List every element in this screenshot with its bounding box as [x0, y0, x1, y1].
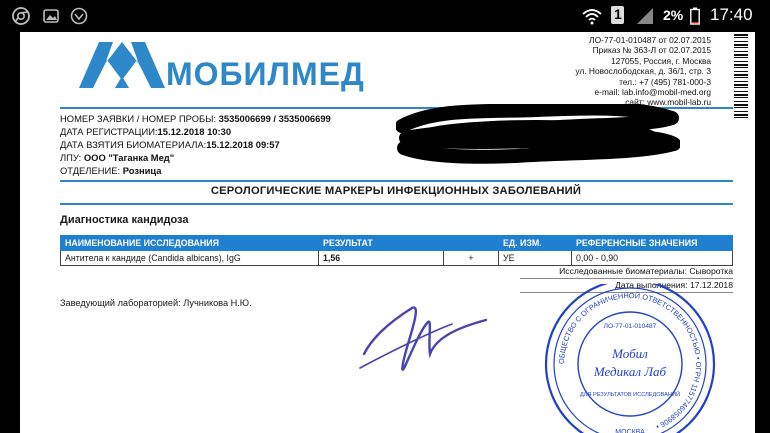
patient-info	[60, 112, 331, 177]
contact-line: сайт: www.mobil-lab.ru	[625, 97, 711, 108]
head-of-lab: Заведующий лабораторией: Лучникова Н.Ю.	[60, 298, 252, 308]
registration-date-value: 15.12.2018 10:30	[157, 126, 232, 137]
registration-date-label: ДАТА РЕГИСТРАЦИИ:	[60, 126, 158, 137]
sample-date-row	[60, 138, 331, 151]
contact-line: e-mail: lab.info@mobil-med.org	[594, 87, 711, 98]
request-number-label: НОМЕР ЗАЯВКИ / НОМЕР ПРОБЫ:	[60, 113, 217, 124]
request-number-row	[60, 112, 331, 125]
report-title: СЕРОЛОГИЧЕСКИЕ МАРКЕРЫ ИНФЕКЦИОННЫХ ЗАБОЛЕВАНИЙ	[210, 185, 582, 197]
lab-report-document[interactable]	[20, 32, 755, 433]
contact-line: ЛО-77-01-010487 от 02.07.2015	[589, 35, 711, 45]
gallery-icon[interactable]	[42, 7, 60, 25]
lab-seal-stamp	[536, 284, 724, 433]
biomaterial-note: Исследованные биоматериалы: Сыворотка	[559, 266, 733, 276]
sample-date-label: ДАТА ВЗЯТИЯ БИОМАТЕРИАЛА:	[60, 139, 207, 150]
contact-line: Приказ № 363-Л от 02.07.2015	[592, 45, 711, 56]
table-row	[61, 251, 733, 266]
sample-date-value: 15.12.2018 09:57	[206, 139, 280, 150]
column-header-result: РЕЗУЛЬТАТ	[319, 236, 444, 251]
lpu-label: ЛПУ:	[60, 152, 82, 163]
sim-indicator	[611, 6, 624, 24]
registration-date-row	[60, 125, 331, 138]
result-value-cell: 1,56	[319, 251, 444, 266]
redaction-scribble	[396, 104, 680, 164]
completion-date: Дата выполнения: 17.12.2018	[615, 280, 733, 290]
contact-line: ул. Новослободская, д. 36/1, стр. 3	[575, 66, 711, 77]
request-number-value: 3535006699 / 3535006699	[218, 113, 331, 124]
table-header-row	[61, 236, 733, 251]
wifi-icon	[582, 7, 602, 25]
result-flag-cell: +	[444, 251, 499, 266]
stamp-ring-text: ОБЩЕСТВО С ОГРАНИЧЕННОЙ ОТВЕТСТВЕННОСТЬЮ • ОГРН 1157746058906 •	[556, 290, 704, 432]
lpu-value: ООО "Таганка Мед"	[83, 152, 175, 163]
barcode	[734, 34, 748, 120]
mobilmed-logo-icon	[77, 36, 167, 92]
contact-line: 127055, Россия, г. Москва	[611, 55, 711, 66]
contact-line: тел.: +7 (495) 781-000-3	[619, 76, 711, 87]
battery-level: 2%	[663, 7, 684, 23]
logo-name: МОБИЛМЕД	[166, 56, 365, 92]
clock: 17:40	[710, 5, 753, 24]
meta-divider	[520, 278, 733, 279]
reference-range-cell: 0,00 - 0,90	[572, 251, 733, 266]
status-bar	[0, 0, 770, 32]
section-heading: Диагностика кандидоза	[60, 214, 189, 226]
column-header-test: НАИМЕНОВАНИЕ ИССЛЕДОВАНИЯ	[61, 236, 319, 251]
lab-contacts	[431, 35, 711, 108]
department-label: ОТДЕЛЕНИЕ:	[60, 165, 121, 176]
stamp-purpose: ДЛЯ РЕЗУЛЬТАТОВ ИССЛЕДОВАНИЙ	[580, 392, 680, 398]
app-notification-icon[interactable]	[70, 7, 88, 25]
stamp-city: МОСКВА	[615, 429, 645, 433]
results-table	[60, 235, 733, 266]
signal-icon	[636, 7, 654, 25]
lpu-row	[60, 151, 331, 164]
sim-label: 1	[614, 6, 622, 22]
column-header-unit: ЕД. ИЗМ.	[499, 236, 572, 251]
unit-cell: УЕ	[499, 251, 572, 266]
stamp-license: ЛО-77-01-010487	[603, 323, 657, 330]
department-row	[60, 164, 331, 177]
stamp-center-line2: Медикал Лаб	[593, 364, 667, 379]
column-header-flag	[444, 236, 499, 251]
department-value: Розница	[122, 165, 162, 176]
title-divider-top	[60, 180, 733, 182]
signature-image	[356, 294, 506, 384]
battery-icon	[690, 7, 700, 25]
title-divider-bottom	[60, 203, 733, 205]
test-name-cell: Антитела к кандиде (Candida albicans), IgG	[61, 251, 319, 266]
chrome-icon[interactable]	[12, 7, 30, 25]
column-header-reference: РЕФЕРЕНСНЫЕ ЗНАЧЕНИЯ	[572, 236, 733, 251]
stamp-center-line1: Мобил	[612, 346, 648, 361]
